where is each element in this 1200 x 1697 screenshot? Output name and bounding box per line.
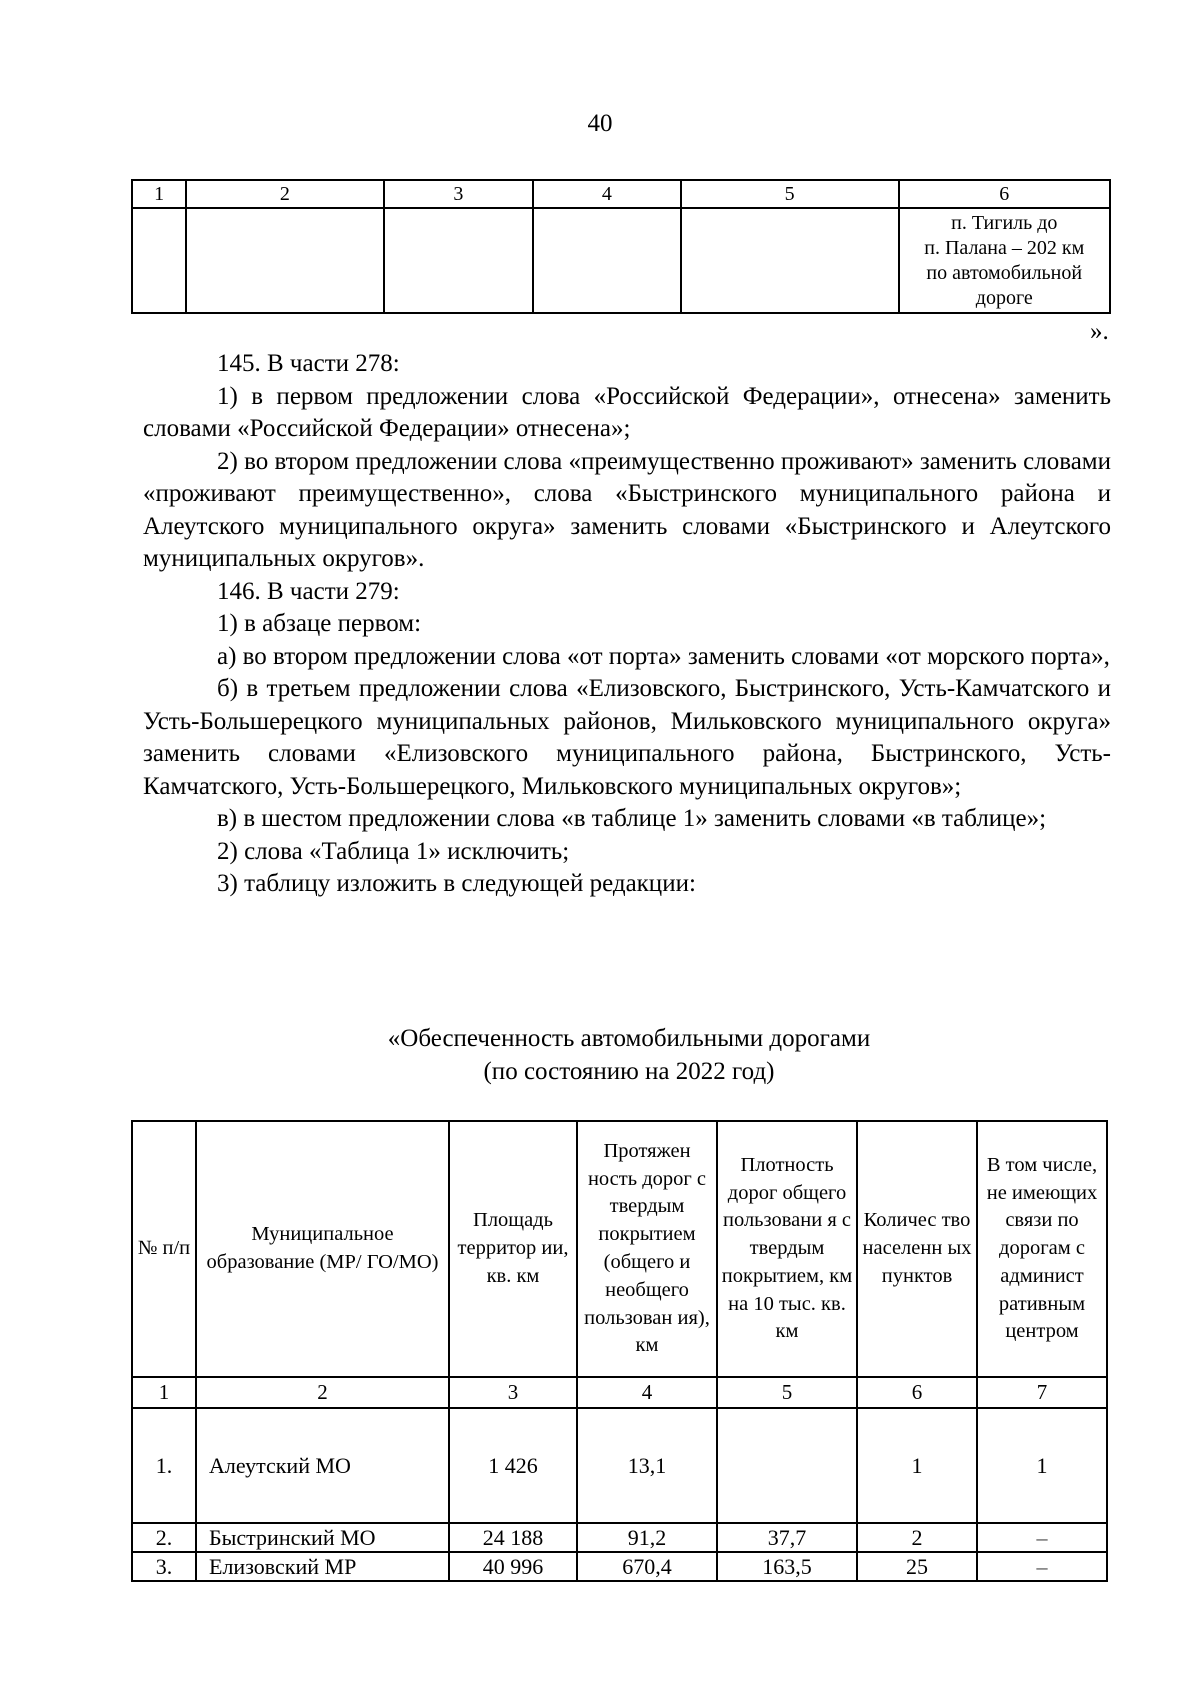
municipality-name: Елизовский МР bbox=[196, 1552, 449, 1581]
table-header-row bbox=[132, 180, 1110, 208]
column-number: 7 bbox=[977, 1377, 1107, 1408]
roads-table-body bbox=[131, 1376, 1108, 1582]
settlements-count: 2 bbox=[857, 1523, 977, 1552]
table-row bbox=[132, 1523, 1107, 1552]
paragraph: 3) таблицу изложить в следующей редакции: bbox=[217, 870, 696, 897]
unconnected-count: 1 bbox=[977, 1408, 1107, 1523]
column-number: 5 bbox=[717, 1377, 857, 1408]
unconnected-count: – bbox=[977, 1552, 1107, 1581]
table-cell bbox=[132, 208, 186, 313]
area-value: 1 426 bbox=[449, 1408, 577, 1523]
table-row bbox=[132, 1552, 1107, 1581]
column-number: 5 bbox=[681, 180, 899, 208]
route-line: дороге bbox=[975, 287, 1033, 309]
column-number: 2 bbox=[196, 1377, 449, 1408]
table-cell bbox=[186, 208, 383, 313]
header-cell: Муниципальное образование (МР/ ГО/МО) bbox=[196, 1121, 449, 1377]
table-cell bbox=[533, 208, 680, 313]
road-density-value bbox=[717, 1408, 857, 1523]
column-number: 3 bbox=[384, 180, 534, 208]
table-header-row bbox=[132, 1121, 1107, 1377]
settlements-count: 1 bbox=[857, 1408, 977, 1523]
road-density-value: 37,7 bbox=[717, 1523, 857, 1552]
road-length-value: 670,4 bbox=[577, 1552, 717, 1581]
municipality-name: Быстринский МО bbox=[196, 1523, 449, 1552]
paragraph: 145. В части 278: bbox=[217, 350, 400, 377]
paragraph: 146. В части 279: bbox=[217, 577, 400, 605]
table-cell bbox=[384, 208, 534, 313]
header-cell: Плотность дорог общего пользовани я с твердым покрытием, км на 10 тыс. кв. км bbox=[717, 1121, 857, 1377]
table-row bbox=[132, 1408, 1107, 1523]
settlements-count: 25 bbox=[857, 1552, 977, 1581]
column-number: 6 bbox=[857, 1377, 977, 1408]
continued-table bbox=[131, 179, 1111, 314]
column-numbers-row bbox=[132, 1377, 1107, 1408]
column-number: 3 bbox=[449, 1377, 577, 1408]
row-number: 2. bbox=[132, 1523, 196, 1552]
road-length-value: 13,1 bbox=[577, 1408, 717, 1523]
paragraph: 1) в абзаце первом: bbox=[217, 610, 422, 637]
column-number: 1 bbox=[132, 180, 186, 208]
caption-subtitle: (по состоянию на 2022 год) bbox=[483, 1058, 775, 1085]
header-cell: Протяжен ность дорог с твердым покрытием (общего и необщего пользован ия), км bbox=[577, 1121, 717, 1377]
row-number: 3. bbox=[132, 1552, 196, 1581]
route-line: п. Палана – 202 км bbox=[924, 237, 1085, 259]
header-cell: Площадь территор ии, кв. км bbox=[449, 1121, 577, 1377]
road-density-value: 163,5 bbox=[717, 1552, 857, 1581]
unconnected-count: – bbox=[977, 1523, 1107, 1552]
paragraph: в) в шестом предложении слова «в таблице 1» заменить словами «в таблице»; bbox=[217, 805, 1047, 832]
header-cell: № п/п bbox=[132, 1121, 196, 1377]
table-row bbox=[132, 208, 1110, 313]
header-cell: В том числе, не имеющих связи по дорогам с админист ративным центром bbox=[977, 1121, 1107, 1377]
column-number: 6 bbox=[899, 180, 1110, 208]
area-value: 24 188 bbox=[449, 1523, 577, 1552]
table-caption bbox=[0, 1022, 1200, 1088]
table-cell bbox=[681, 208, 899, 313]
paragraph: 2) слова «Таблица 1» исключить; bbox=[217, 837, 570, 865]
page-number: 40 bbox=[587, 110, 613, 137]
column-number: 4 bbox=[533, 180, 680, 208]
route-line: п. Тигиль до bbox=[951, 212, 1058, 234]
column-number: 4 bbox=[577, 1377, 717, 1408]
paragraph: 1) в первом предложении слова «Российской Федерации», отнесена» заменить словами «Российской Федерации» отнесена»; bbox=[143, 382, 1111, 442]
column-number: 1 bbox=[132, 1377, 196, 1408]
route-description-cell bbox=[899, 208, 1110, 313]
paragraph: б) в третьем предложении слова «Елизовского, Быстринского, Усть-Камчатского и Усть-Большерецкого муниципальных районов, Мильковского муниципального округа» заменить словами «Елизовского муниципального района, Быстринского, Усть-Камчатского, Усть-Большерецкого, Мильковского муниципальных округов»; bbox=[143, 675, 1111, 800]
paragraph: 2) во втором предложении слова «преимущественно проживают» заменить словами «проживают преимущественно», слова «Быстринского муниципального района и Алеутского муниципального округа» заменить словами «Быстринского и Алеутского муниципальных округов». bbox=[143, 447, 1111, 572]
area-value: 40 996 bbox=[449, 1552, 577, 1581]
roads-table-header bbox=[131, 1120, 1108, 1378]
row-number: 1. bbox=[132, 1408, 196, 1523]
header-cell: Количес тво населенн ых пунктов bbox=[857, 1121, 977, 1377]
caption-title: «Обеспеченность автомобильными дорогами bbox=[387, 1025, 871, 1052]
column-number: 2 bbox=[186, 180, 383, 208]
closing-quote: ». bbox=[1090, 318, 1109, 345]
paragraph: а) во втором предложении слова «от порта» заменить словами «от морского порта», bbox=[217, 642, 1110, 670]
road-length-value: 91,2 bbox=[577, 1523, 717, 1552]
route-line: по автомобильной bbox=[926, 262, 1083, 284]
municipality-name: Алеутский МО bbox=[196, 1408, 449, 1523]
body-text bbox=[143, 348, 1111, 901]
